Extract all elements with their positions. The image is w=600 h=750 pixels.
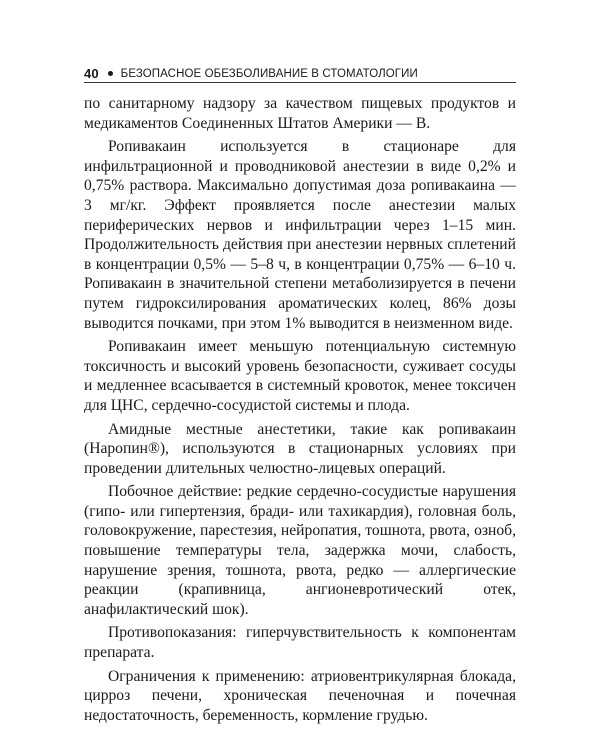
paragraph-toxicity: Ропивакаин имеет меньшую потенциальную системную токсичность и высокий уровень безопасности, суживает сосуды и медленнее всасывается в системный кровоток, менее токсичен для ЦНС, сердечно-сосудистой системы и плода. — [84, 338, 516, 414]
paragraph-side-effects: Побочное действие: редкие сердечно-сосудистые нарушения (гипо- или гипертензия, бради- или тахикардия), головная боль, головокружение, парестезия, нейропатия, тошнота, рвота, озноб, повышение температуры тела, задержка мочи, слабость, нарушение зрения, тошнота, рвота, редко — аллергические реакции (крапивница, ангионевротический отек, анафилактический шок). — [84, 483, 516, 618]
paragraph-ropivacaine-use: Ропивакаин используется в стационаре для инфильтрационной и проводниковой анестезии в виде 0,2% и 0,75% раствора. Максимально допустимая доза ропивакаина — 3 мг/кг. Эффект проявляется после анестезии малых периферических нервов и инфильтрации через 1–15 мин. Продолжительность действия при анестезии нервных сплетений в концентрации 0,5% — 5–8 ч, в концентрации 0,75% — 6–10 ч. Ропивакаин в значительной степени метаболизируется в печени путем гидроксилирования ароматических колец, 86% дозы выводится почками, при этом 1% выводится в неизменном виде. — [84, 138, 516, 332]
bullet-dot-icon — [108, 71, 113, 76]
running-head — [84, 66, 418, 81]
body-text — [84, 94, 516, 729]
paragraph-contraindications: Противопоказания: гиперчувствительность к компонентам препарата. — [84, 624, 516, 662]
page-number: 40 — [84, 66, 99, 81]
paragraph-continued: по санитарному надзору за качеством пищевых продуктов и медикаментов Соединенных Штатов Америки — B. — [84, 95, 516, 132]
paragraph-restrictions: Ограничения к применению: атриовентрикулярная блокада, цирроз печени, хроническая печеночная и почечная недостаточность, беременность, кормление грудью. — [84, 667, 516, 724]
running-head-title: БЕЗОПАСНОЕ ОБЕЗБОЛИВАНИЕ В СТОМАТОЛОГИИ — [120, 67, 418, 80]
paragraph-amide-anesthetics: Амидные местные анестетики, такие как ропивакаин (Наропин®), используются в стационарных условиях при проведении длительных челюстно-лицевых операций. — [84, 420, 516, 477]
header-rule — [84, 82, 516, 83]
